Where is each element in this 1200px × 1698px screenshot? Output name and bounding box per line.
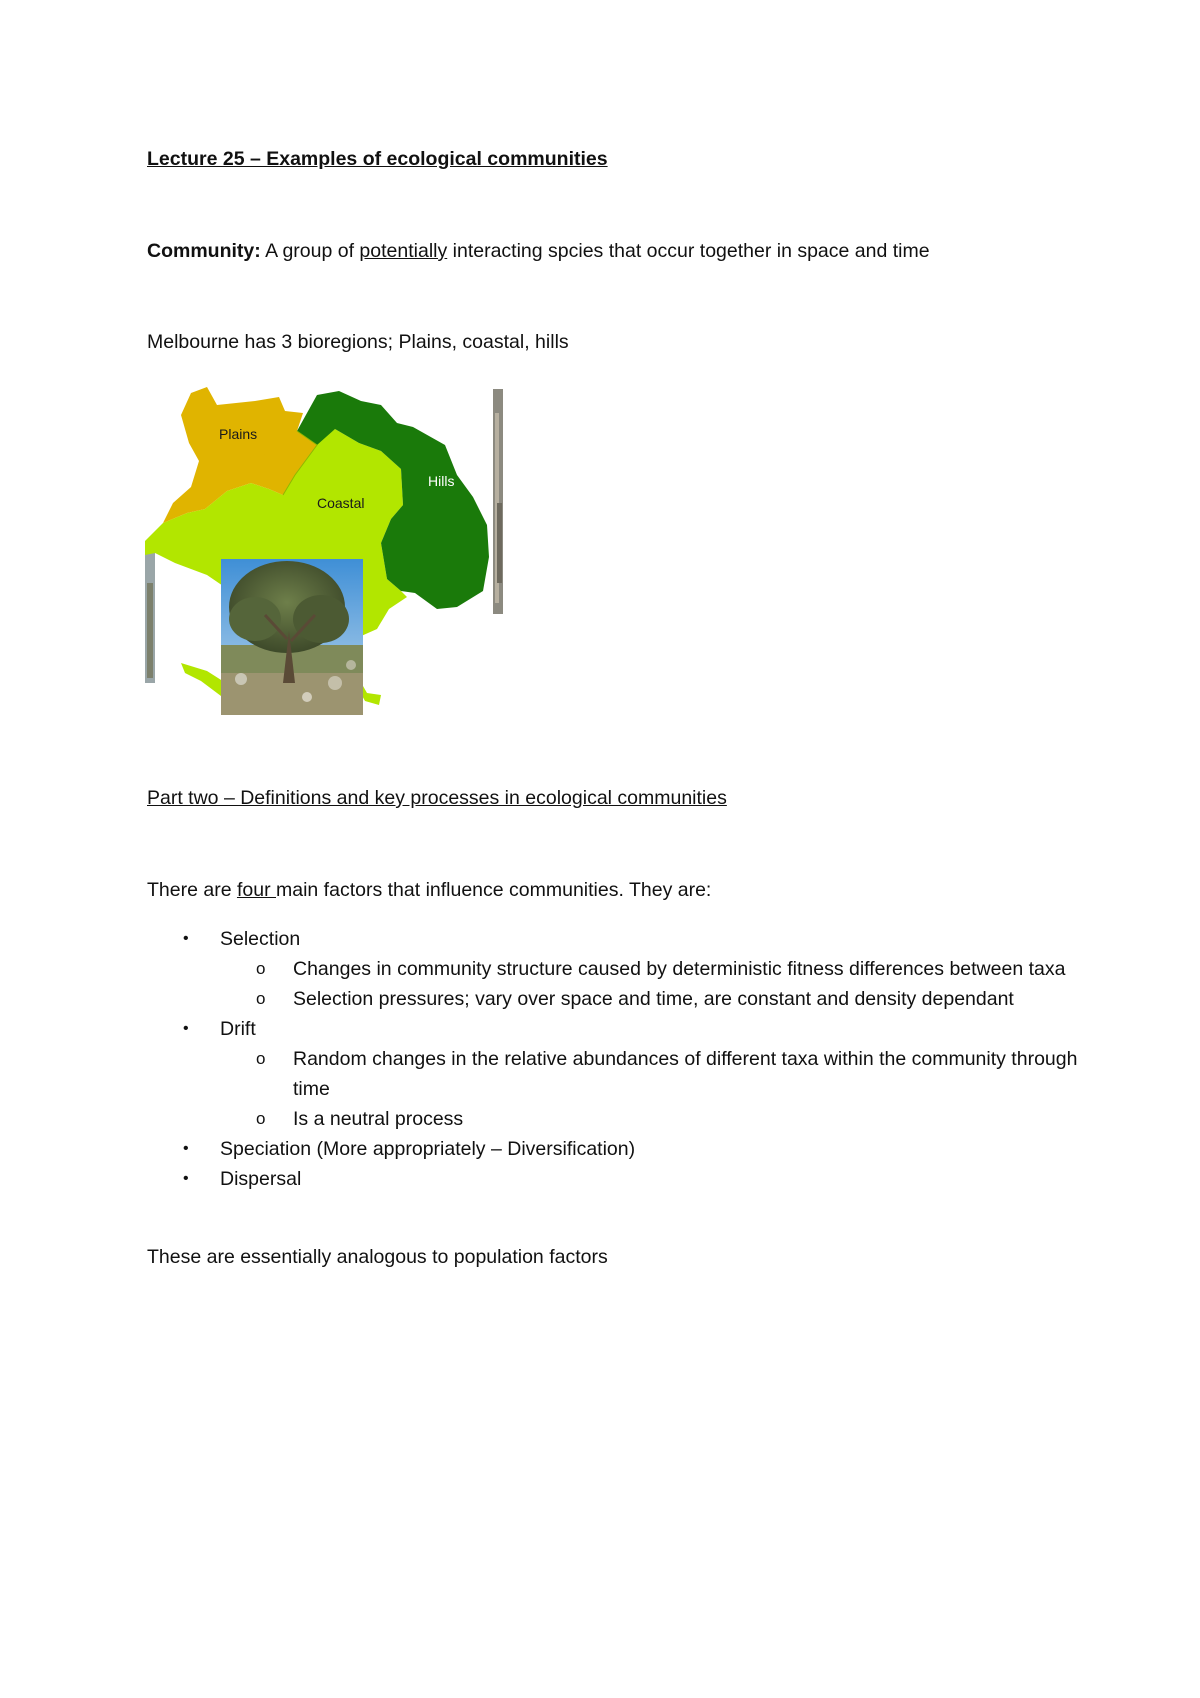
bullet-icon: •: [183, 930, 189, 947]
sub-list-item: [220, 1104, 1087, 1134]
list-item: [147, 924, 1087, 1014]
bullet-icon: •: [183, 1170, 189, 1187]
sub-list: [220, 1044, 1087, 1134]
definition-text-after: interacting spcies that occur together in space and time: [447, 240, 930, 262]
sub-list-item: [220, 954, 1087, 984]
page-title: Lecture 25 – Examples of ecological communities: [147, 148, 608, 170]
list-item: [147, 1164, 1087, 1194]
bioregions-map-graphic: [145, 383, 505, 719]
factor-label: Dispersal: [220, 1168, 302, 1190]
factor-label: Speciation (More appropriately – Diversification): [220, 1138, 636, 1160]
definition-underlined-word: potentially: [359, 240, 448, 262]
section-heading: Part two – Definitions and key processes in ecological communities: [147, 787, 727, 809]
intro-before: There are: [147, 879, 237, 901]
closing-text: These are essentially analogous to population factors: [147, 1246, 608, 1268]
sub-item-text: Changes in community structure caused by deterministic fitness differences between taxa: [293, 958, 1066, 980]
sub-list-item: [220, 984, 1087, 1014]
sub-bullet-icon: o: [256, 989, 266, 1008]
bioregions-map: [145, 383, 505, 719]
bullet-icon: •: [183, 1020, 189, 1037]
tree-photo: [221, 559, 363, 715]
plains-label: Plains: [219, 426, 258, 442]
factors-list: [147, 924, 1087, 1194]
intro-text: [147, 878, 711, 902]
sub-item-text: Random changes in the relative abundances of different taxa within the community through time: [293, 1048, 1078, 1100]
community-definition: [147, 239, 930, 263]
intro-underlined-word: four: [236, 879, 276, 901]
sub-list-item: [220, 1044, 1087, 1104]
hills-label: Hills: [428, 473, 455, 489]
definition-text-before: A group of: [260, 240, 360, 262]
bullet-icon: •: [183, 1140, 189, 1157]
bioregions-text: Melbourne has 3 bioregions; Plains, coastal, hills: [147, 331, 569, 353]
sub-bullet-icon: o: [256, 959, 266, 978]
sub-item-text: Selection pressures; vary over space and time, are constant and density dependant: [293, 988, 1014, 1010]
right-photo-strip: [493, 389, 503, 614]
intro-after: main factors that influence communities. They are:: [276, 879, 712, 901]
sub-list: [220, 954, 1087, 1014]
list-item: [147, 1014, 1087, 1134]
sub-bullet-icon: o: [256, 1049, 266, 1068]
sub-item-text: Is a neutral process: [293, 1108, 464, 1130]
factor-label: Selection: [220, 928, 301, 950]
factor-label: Drift: [220, 1018, 256, 1040]
list-item: [147, 1134, 1087, 1164]
definition-term: Community:: [147, 240, 261, 262]
sub-bullet-icon: o: [256, 1109, 266, 1128]
left-photo-strip: [145, 543, 155, 683]
coastal-label: Coastal: [317, 495, 365, 511]
